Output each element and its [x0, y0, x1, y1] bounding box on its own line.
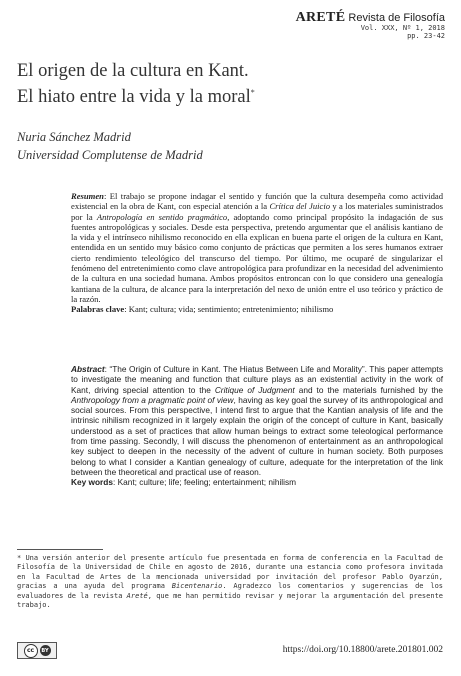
- title-line-2-text: El hiato entre la vida y la moral: [17, 87, 251, 108]
- resumen-italic-2: Antropología en sentido pragmático: [96, 211, 228, 222]
- author-name: Nuria Sánchez Madrid: [17, 130, 131, 144]
- footnote-text-3: , que me han permitido revisar y mejorar la argumentación del presente trabajo.: [17, 591, 443, 610]
- author-affiliation: Universidad Complutense de Madrid: [17, 148, 203, 162]
- palabras-clave-label: Palabras clave: [71, 304, 125, 315]
- journal-name: ARETÉ: [295, 10, 346, 25]
- footnote-text-2: . Agradezco los comentarios y sugerencias de los evaluadores de la revista: [17, 582, 443, 600]
- title-line-2: [17, 82, 437, 108]
- attribution-icon: BY: [40, 645, 51, 656]
- abstract-text-1: : “The Origin of Culture in Kant. The Hiatus Between Life and Morality”. This paper attempts to investigate the meaning and function that culture plays as an existential activity in the work of Kant, driving special attention to the: [71, 364, 443, 395]
- key-words-text: : Kant; culture; life; feeling; entertainment; nihilism: [112, 477, 297, 488]
- footnote-divider: [17, 549, 103, 550]
- author-block: [17, 128, 203, 164]
- volume-info: Vol. XXX, Nº 1, 2018: [360, 24, 445, 33]
- journal-subtitle: Revista de Filosofía: [348, 12, 445, 24]
- abstract-body: [71, 364, 443, 477]
- page-range: pp. 23-42: [407, 32, 445, 41]
- abstract-italic-1: Critique of Judgment: [214, 384, 295, 395]
- footnote-italic-2: Areté: [126, 591, 148, 600]
- abstract-italic-2: Anthropology from a pragmatic point of view: [71, 394, 234, 405]
- key-words-label: Key words: [71, 477, 113, 488]
- resumen-italic-1: Crítica del Juicio: [269, 201, 330, 212]
- article-title: [17, 61, 437, 108]
- resumen-label: Resumen: [71, 191, 104, 201]
- resumen-text-2: y a los materiales suministrados por la: [71, 201, 443, 222]
- palabras-clave-text: : Kant; cultura; vida; sentimiento; entretenimiento; nihilismo: [124, 304, 334, 315]
- title-line-1: El origen de la cultura en Kant.: [17, 61, 249, 81]
- abstract-text-2: and to the materials furnished by the: [294, 384, 443, 395]
- footnote-text-1: * Una versión anterior del presente artículo fue presentada en forma de conferencia en la Facultad de Filosofía de la Universidad de Chile en agosto de 2016, durante una estancia como profesora invitada en la Facultad de Artes de la mencionada universidad por invitación del profesor Pablo Oyarzún, gracias a una ayuda del programa: [17, 554, 443, 591]
- resumen-body: [71, 191, 443, 304]
- creative-commons-icon: cc: [24, 644, 38, 658]
- cc-license-badge[interactable]: [17, 642, 57, 659]
- palabras-clave: [71, 304, 443, 314]
- resumen-text-3: , adoptando como principal propósito la indagación de sus fuentes antropológicas y sociales. Desde esta perspectiva, pretendo argumentar que el análisis kantiano de la vida y el intrínseco nihilismo reconocido en ella explican en buena parte el origen de la cultura en Kant, entendida en un sentido muy básico como conjunto de prácticas que permiten a los seres humanos extraer cierto rendimiento teleológico del transcurso del tiempo. Por último, me ocuparé de singularizar el fenómeno del entretenimiento como clave antropológica para profundizar en la necesidad del advenimiento de la cultura en una sociedad humana. Ambos propósitos entroncan con lo que considero una genealogía kantiana de la cultura, de alcance para la interpretación del nexo de unión entre el uso teórico y práctico de la razón.: [71, 211, 443, 304]
- doi-link[interactable]: https://doi.org/10.18800/arete.201801.002: [282, 645, 443, 655]
- footnote-marker[interactable]: *: [250, 88, 255, 97]
- journal-header: [296, 10, 445, 41]
- abstract-block: [71, 364, 443, 488]
- footnote-italic-1: Bicentenario: [171, 582, 223, 591]
- resumen-text-1: : El trabajo se propone indagar el sentido y función que la cultura desempeña como actividad existencial en la obra de Kant, con especial atención a la: [71, 191, 443, 212]
- journal-title: [296, 10, 445, 25]
- abstract-label: Abstract: [71, 364, 105, 374]
- resumen-block: [71, 191, 443, 315]
- key-words: [71, 477, 443, 487]
- footnote: [17, 554, 443, 610]
- abstract-text-3: , having as key goal the survey of its anthropological and social sources. From this perspective, I intend first to argue that the Kantian analysis of life and the intrinsic nihilism recognized in it largely explain the origin of the concept of culture in Kant, basically understood as a set of practices that allow human beings to extract some teleological performance from time passing. Secondly, I will discuss the phenomenon of entertainment as an anthropological key subject to deepen in the necessity of the advent of culture in human society. Both purposes belong to what I consider a Kantian genealogy of culture, adequate for the interpretation of the link between the theoretical and practical use of reason.: [71, 394, 443, 477]
